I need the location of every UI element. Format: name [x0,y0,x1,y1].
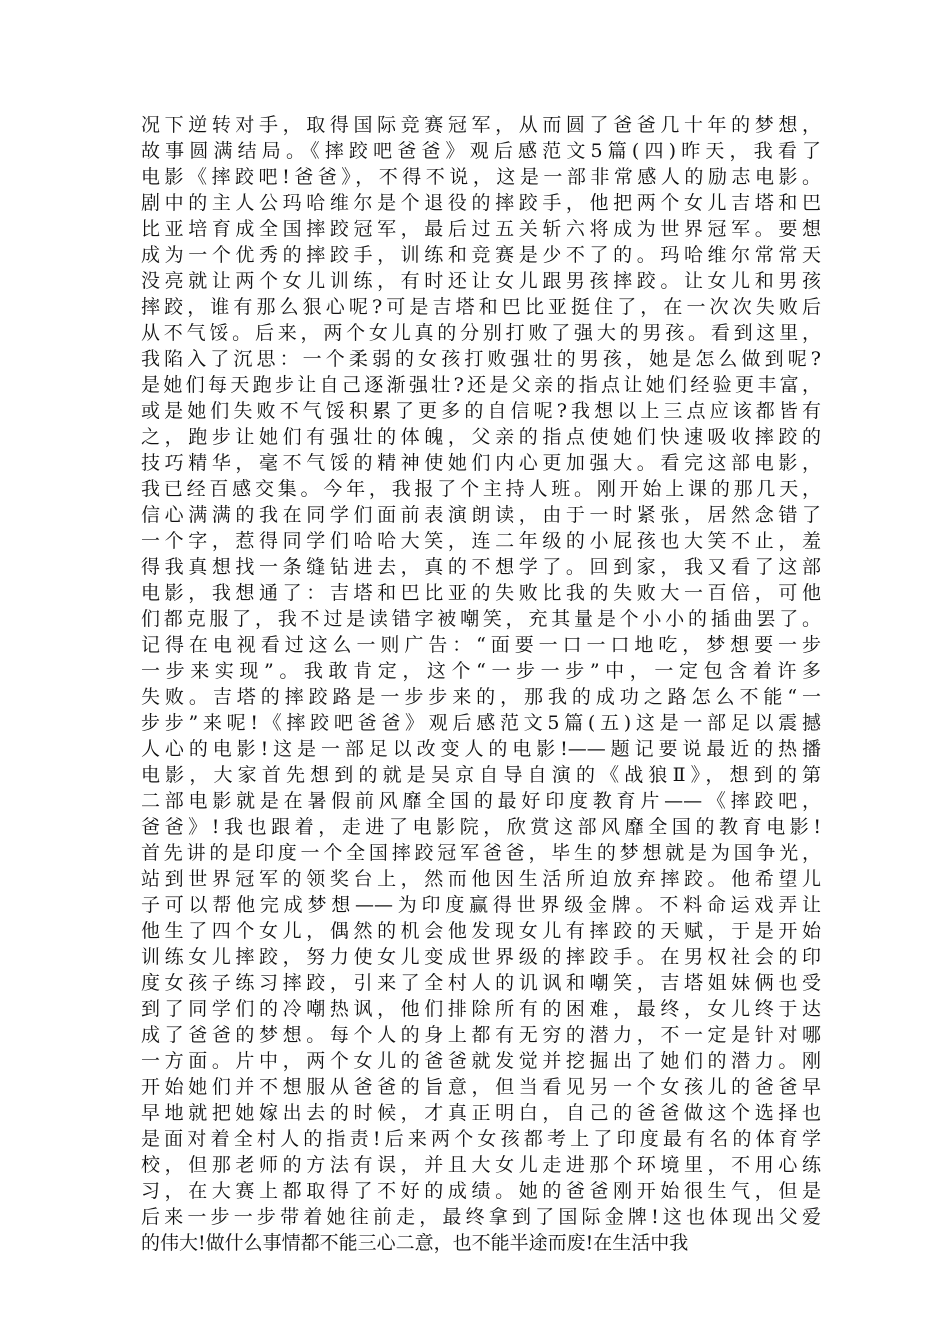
text-line: 一步来实现”。我敢肯定，这个“一步一步”中，一定包含着许多 [141,660,821,682]
text-line: 子可以帮他完成梦想——为印度赢得世界级金牌。不料命运戏弄让 [141,894,821,916]
text-line: 之，跑步让她们有强壮的体魄，父亲的指点使她们快速吸收摔跤的 [141,426,821,448]
text-line: 训练女儿摔跤，努力使女儿变成世界级的摔跤手。在男权社会的印 [141,946,821,968]
text-line: 一个字，惹得同学们哈哈大笑，连二年级的小屁孩也大笑不止，羞 [141,530,821,552]
text-line: 记得在电视看过这么一则广告：“面要一口一口地吃，梦想要一步 [141,634,821,656]
text-line: 从不气馁。后来，两个女儿真的分别打败了强大的男孩。看到这里， [141,322,821,344]
text-line: 后来一步一步带着她往前走，最终拿到了国际金牌!这也体现出父爱 [141,1206,821,1228]
text-line: 是她们每天跑步让自己逐渐强壮?还是父亲的指点让她们经验更丰富， [141,374,821,396]
text-line: 站到世界冠军的领奖台上，然而他因生活所迫放弃摔跤。他希望儿 [141,868,821,890]
text-line: 人心的电影!这是一部足以改变人的电影!——题记要说最近的热播 [141,738,821,760]
text-line: 得我真想找一条缝钻进去，真的不想学了。回到家，我又看了这部 [141,556,821,578]
text-line: 是面对着全村人的指责!后来两个女孩都考上了印度最有名的体育学 [141,1128,821,1150]
text-line: 比亚培育成全国摔跤冠军，最后过五关斩六将成为世界冠军。要想 [141,218,821,240]
text-line: 他生了四个女儿，偶然的机会他发现女儿有摔跤的天赋，于是开始 [141,920,821,942]
text-line: 成了爸爸的梦想。每个人的身上都有无穷的潜力，不一定是针对哪 [141,1024,821,1046]
text-line: 首先讲的是印度一个全国摔跤冠军爸爸，毕生的梦想就是为国争光， [141,842,821,864]
text-line: 剧中的主人公玛哈维尔是个退役的摔跤手，他把两个女儿吉塔和巴 [141,192,821,214]
text-line: 一方面。片中，两个女儿的爸爸就发觉并挖掘出了她们的潜力。刚 [141,1050,821,1072]
text-line: 二部电影就是在暑假前风靡全国的最好印度教育片——《摔跤吧， [141,790,821,812]
text-line: 步步”来呢!《摔跤吧爸爸》观后感范文5篇(五)这是一部足以震撼 [141,712,821,734]
body-text [141,112,821,1256]
text-line: 我陷入了沉思：一个柔弱的女孩打败强壮的男孩，她是怎么做到呢? [141,348,821,370]
text-line: 到了同学们的冷嘲热讽，他们排除所有的困难，最终，女儿终于达 [141,998,821,1020]
text-line: 故事圆满结局。《摔跤吧爸爸》观后感范文5篇(四)昨天，我看了 [141,140,821,162]
text-line: 早地就把她嫁出去的时候，才真正明白，自己的爸爸做这个选择也 [141,1102,821,1124]
text-line: 失败。吉塔的摔跤路是一步步来的，那我的成功之路怎么不能“一 [141,686,821,708]
text-line: 电影《摔跤吧!爸爸》，不得不说，这是一部非常感人的励志电影。 [141,166,821,188]
text-line: 电影，我想通了：吉塔和巴比亚的失败比我的失败大一百倍，可他 [141,582,821,604]
text-line: 技巧精华，毫不气馁的精神使她们内心更加强大。看完这部电影， [141,452,821,474]
text-line: 成为一个优秀的摔跤手，训练和竞赛是少不了的。玛哈维尔常常天 [141,244,821,266]
text-line: 爸爸》!我也跟着，走进了电影院，欣赏这部风靡全国的教育电影! [141,816,821,838]
text-line: 没亮就让两个女儿训练，有时还让女儿跟男孩摔跤。让女儿和男孩 [141,270,821,292]
text-line: 或是她们失败不气馁积累了更多的自信呢?我想以上三点应该都皆有 [141,400,821,422]
text-line: 开始她们并不想服从爸爸的旨意，但当看见另一个女孩儿的爸爸早 [141,1076,821,1098]
text-line: 的伟大!做什么事情都不能三心二意，也不能半途而废!在生活中我 [141,1232,689,1254]
text-line: 摔跤，谁有那么狠心呢?可是吉塔和巴比亚挺住了，在一次次失败后 [141,296,821,318]
text-line: 况下逆转对手，取得国际竞赛冠军，从而圆了爸爸几十年的梦想， [141,114,821,136]
text-line: 信心满满的我在同学们面前表演朗读，由于一时紧张，居然念错了 [141,504,821,526]
text-line: 校，但那老师的方法有误，并且大女儿走进那个环境里，不用心练 [141,1154,821,1176]
text-line: 们都克服了，我不过是读错字被嘲笑，充其量是个小小的插曲罢了。 [141,608,821,630]
text-line: 习，在大赛上都取得了不好的成绩。她的爸爸刚开始很生气，但是 [141,1180,821,1202]
text-line: 我已经百感交集。今年，我报了个主持人班。刚开始上课的那几天， [141,478,821,500]
text-line: 电影，大家首先想到的就是吴京自导自演的《战狼Ⅱ》，想到的第 [141,764,821,786]
text-line: 度女孩子练习摔跤，引来了全村人的讥讽和嘲笑，吉塔姐妹俩也受 [141,972,821,994]
